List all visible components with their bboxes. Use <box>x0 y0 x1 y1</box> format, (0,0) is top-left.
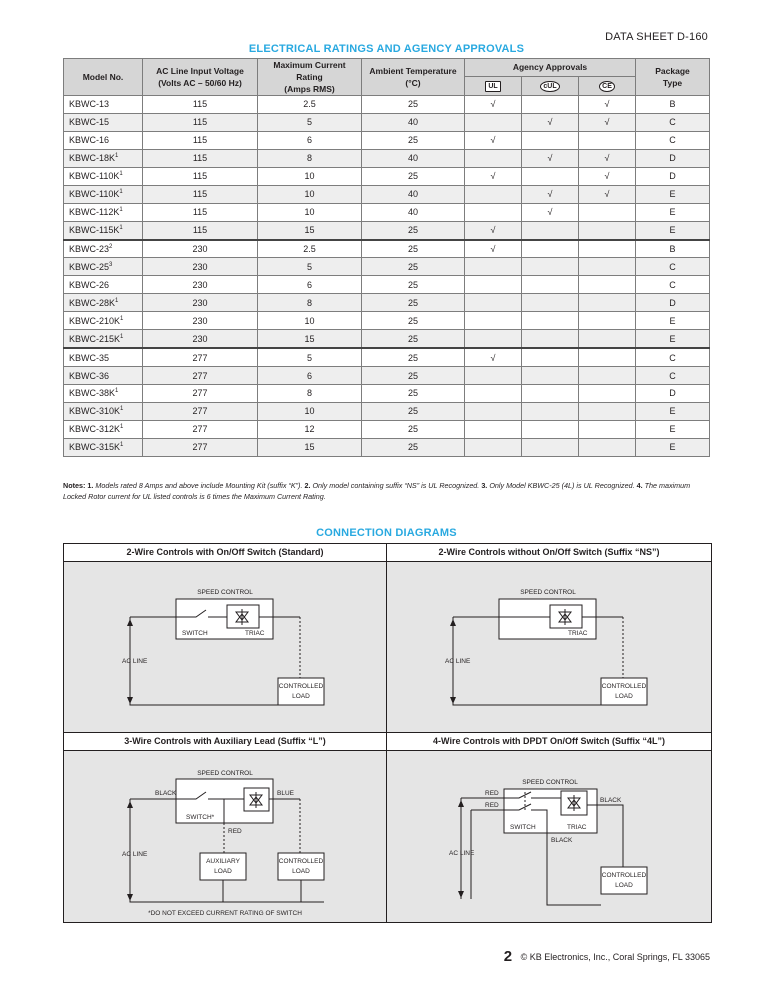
cell-current: 6 <box>258 131 362 149</box>
table-row <box>64 149 710 167</box>
cell-a3 <box>579 203 636 221</box>
table-row <box>64 185 710 203</box>
cell-model: KBWC-$312K^1$ <box>64 420 143 438</box>
cell-voltage: 115 <box>143 149 258 167</box>
cell-current: 5 <box>258 348 362 366</box>
cell-a3 <box>579 385 636 403</box>
cell-a2 <box>522 367 579 385</box>
diagram-2wire-standard <box>64 544 387 733</box>
cell-model: KBWC-$215K^1$ <box>64 330 143 348</box>
cell-a3 <box>579 131 636 149</box>
cell-model: KBWC-$110K^1$ <box>64 185 143 203</box>
cell-temp: 40 <box>362 185 465 203</box>
cell-current: 15 <box>258 221 362 239</box>
svg-text:BLACK: BLACK <box>155 790 177 797</box>
cell-current: 15 <box>258 330 362 348</box>
cell-current: 15 <box>258 438 362 456</box>
table-row <box>64 402 710 420</box>
cell-temp: 25 <box>362 385 465 403</box>
cell-pkg: E <box>636 203 710 221</box>
cell-a3: √ <box>579 167 636 185</box>
cell-temp: 25 <box>362 96 465 114</box>
cell-temp: 40 <box>362 113 465 131</box>
cell-model: KBWC-$315K^1$ <box>64 438 143 456</box>
cell-pkg: C <box>636 367 710 385</box>
cell-model: KBWC-$18K^1$ <box>64 149 143 167</box>
svg-text:LOAD: LOAD <box>292 868 310 875</box>
cell-temp: 25 <box>362 221 465 239</box>
cell-pkg: E <box>636 312 710 330</box>
cell-voltage: 230 <box>143 240 258 258</box>
svg-text:SWITCH: SWITCH <box>510 824 536 831</box>
table-row <box>64 294 710 312</box>
cell-voltage: 230 <box>143 330 258 348</box>
cell-a1: √ <box>465 131 522 149</box>
cell-a3: √ <box>579 113 636 131</box>
svg-text:AC LINE: AC LINE <box>122 851 148 858</box>
cell-a2 <box>522 385 579 403</box>
cell-a2 <box>522 294 579 312</box>
wiring-diagram-2wire-ns <box>387 562 711 732</box>
wiring-diagram-2wire <box>64 562 386 732</box>
cell-temp: 25 <box>362 348 465 366</box>
table-row <box>64 113 710 131</box>
table-row <box>64 240 710 258</box>
cell-pkg: E <box>636 330 710 348</box>
cell-a1 <box>465 258 522 276</box>
cell-model: KBWC-$110K^1$ <box>64 167 143 185</box>
cell-temp: 25 <box>362 167 465 185</box>
table-row <box>64 312 710 330</box>
cell-model: KBWC-$23^2$ <box>64 240 143 258</box>
diagram-4wire-dpdt <box>387 733 711 922</box>
cell-pkg: C <box>636 276 710 294</box>
svg-text:LOAD: LOAD <box>214 868 232 875</box>
cell-a1 <box>465 402 522 420</box>
cell-a1 <box>465 367 522 385</box>
cell-a1 <box>465 113 522 131</box>
cell-a1 <box>465 312 522 330</box>
table-row <box>64 131 710 149</box>
cell-current: 5 <box>258 113 362 131</box>
cell-a2: √ <box>522 203 579 221</box>
svg-text:TRIAC: TRIAC <box>245 630 265 637</box>
cell-voltage: 277 <box>143 420 258 438</box>
cell-current: 8 <box>258 385 362 403</box>
svg-text:CONTROLLED: CONTROLLED <box>601 683 647 690</box>
cell-model: KBWC-13 <box>64 96 143 114</box>
ul-logo-icon: UL <box>465 76 522 95</box>
cell-a1: √ <box>465 96 522 114</box>
wiring-diagram-4wire <box>387 751 711 922</box>
table-row <box>64 348 710 366</box>
cell-temp: 25 <box>362 438 465 456</box>
cell-current: 2.5 <box>258 96 362 114</box>
cell-voltage: 115 <box>143 185 258 203</box>
svg-text:SPEED CONTROL: SPEED CONTROL <box>522 779 578 786</box>
cell-current: 8 <box>258 294 362 312</box>
cell-model: KBWC-26 <box>64 276 143 294</box>
svg-text:TRIAC: TRIAC <box>568 630 588 637</box>
cell-voltage: 230 <box>143 276 258 294</box>
cell-model: KBWC-$210K^1$ <box>64 312 143 330</box>
cell-temp: 25 <box>362 131 465 149</box>
cell-model: KBWC-$112K^1$ <box>64 203 143 221</box>
cell-pkg: D <box>636 149 710 167</box>
cell-model: KBWC-$115K^1$ <box>64 221 143 239</box>
cell-pkg: C <box>636 113 710 131</box>
cell-voltage: 277 <box>143 385 258 403</box>
cell-a1 <box>465 438 522 456</box>
cell-voltage: 277 <box>143 367 258 385</box>
cell-a3: √ <box>579 185 636 203</box>
svg-text:AC LINE: AC LINE <box>449 850 475 857</box>
cell-a2 <box>522 221 579 239</box>
cell-current: 10 <box>258 185 362 203</box>
cell-a2 <box>522 240 579 258</box>
cell-voltage: 115 <box>143 221 258 239</box>
cell-voltage: 277 <box>143 438 258 456</box>
page-number: 2 <box>503 948 513 965</box>
svg-text:SPEED CONTROL: SPEED CONTROL <box>197 589 253 596</box>
svg-text:AC LINE: AC LINE <box>122 658 148 665</box>
col-model: Model No. <box>64 59 143 96</box>
svg-text:SPEED CONTROL: SPEED CONTROL <box>197 770 253 777</box>
cell-voltage: 230 <box>143 258 258 276</box>
cell-a2 <box>522 312 579 330</box>
cell-a3 <box>579 221 636 239</box>
cell-a3: √ <box>579 149 636 167</box>
col-agency: Agency Approvals <box>465 59 636 77</box>
cell-a2: √ <box>522 113 579 131</box>
cell-model: KBWC-$310K^1$ <box>64 402 143 420</box>
cell-a1: √ <box>465 348 522 366</box>
cell-a1 <box>465 185 522 203</box>
table-row <box>64 367 710 385</box>
table-row <box>64 420 710 438</box>
svg-text:CONTROLLED: CONTROLLED <box>278 858 324 865</box>
cell-pkg: D <box>636 294 710 312</box>
diagram-3wire-aux <box>64 733 387 922</box>
connection-title: CONNECTION DIAGRAMS <box>316 527 457 539</box>
svg-text:RED: RED <box>228 828 242 835</box>
cell-temp: 25 <box>362 294 465 312</box>
cell-current: 2.5 <box>258 240 362 258</box>
col-current: Maximum Current Rating (Amps RMS) <box>258 59 362 96</box>
cell-a2 <box>522 348 579 366</box>
cell-voltage: 230 <box>143 294 258 312</box>
svg-text:SWITCH: SWITCH <box>182 630 208 637</box>
cell-a2 <box>522 276 579 294</box>
cell-temp: 25 <box>362 402 465 420</box>
cell-current: 6 <box>258 367 362 385</box>
svg-text:TRIAC: TRIAC <box>567 824 587 831</box>
cell-a2 <box>522 420 579 438</box>
cell-a3 <box>579 312 636 330</box>
cell-a2: √ <box>522 149 579 167</box>
col-package: Package Type <box>636 59 710 96</box>
cell-temp: 25 <box>362 367 465 385</box>
table-row <box>64 385 710 403</box>
svg-text:LOAD: LOAD <box>292 693 310 700</box>
cell-a1: √ <box>465 167 522 185</box>
cell-current: 5 <box>258 258 362 276</box>
table-row <box>64 276 710 294</box>
panel-title: 4-Wire Controls with DPDT On/Off Switch (Suffix “4L”) <box>387 733 711 751</box>
svg-text:AC LINE: AC LINE <box>445 658 471 665</box>
svg-text:SPEED CONTROL: SPEED CONTROL <box>520 589 576 596</box>
cell-voltage: 115 <box>143 96 258 114</box>
cell-temp: 40 <box>362 203 465 221</box>
cell-temp: 25 <box>362 276 465 294</box>
cell-a3 <box>579 276 636 294</box>
cell-pkg: C <box>636 131 710 149</box>
cell-a3 <box>579 294 636 312</box>
svg-text:*DO NOT EXCEED CURRENT RATING: *DO NOT EXCEED CURRENT RATING OF SWITCH <box>148 910 302 917</box>
cell-a1 <box>465 294 522 312</box>
cell-a1: √ <box>465 221 522 239</box>
cell-temp: 25 <box>362 240 465 258</box>
cell-current: 10 <box>258 402 362 420</box>
connection-diagrams <box>63 543 712 923</box>
table-row <box>64 258 710 276</box>
cell-a2 <box>522 330 579 348</box>
cell-a1 <box>465 149 522 167</box>
cell-pkg: E <box>636 221 710 239</box>
cul-logo-icon: cUL <box>522 76 579 95</box>
cell-a1: √ <box>465 240 522 258</box>
cell-current: 6 <box>258 276 362 294</box>
cell-a1 <box>465 420 522 438</box>
cell-a3 <box>579 330 636 348</box>
cell-model: KBWC-16 <box>64 131 143 149</box>
panel-title: 2-Wire Controls with On/Off Switch (Standard) <box>64 544 386 562</box>
cell-voltage: 115 <box>143 113 258 131</box>
svg-text:BLACK: BLACK <box>600 797 622 804</box>
cell-current: 10 <box>258 312 362 330</box>
ce-logo-icon: CE <box>579 76 636 95</box>
cell-pkg: C <box>636 348 710 366</box>
cell-a1 <box>465 330 522 348</box>
cell-voltage: 277 <box>143 348 258 366</box>
cell-current: 12 <box>258 420 362 438</box>
datasheet-number: DATA SHEET D-160 <box>605 31 708 43</box>
cell-a3 <box>579 367 636 385</box>
cell-a3 <box>579 402 636 420</box>
cell-current: 10 <box>258 203 362 221</box>
ratings-body <box>64 96 710 457</box>
table-row <box>64 330 710 348</box>
cell-a3 <box>579 240 636 258</box>
cell-model: KBWC-$28K^1$ <box>64 294 143 312</box>
diagram-2wire-ns <box>387 544 711 733</box>
cell-pkg: C <box>636 258 710 276</box>
ratings-title: ELECTRICAL RATINGS AND AGENCY APPROVALS <box>248 43 525 55</box>
cell-a2 <box>522 258 579 276</box>
page-footer <box>504 948 710 965</box>
cell-voltage: 115 <box>143 167 258 185</box>
cell-a2 <box>522 402 579 420</box>
table-row <box>64 96 710 114</box>
svg-text:BLUE: BLUE <box>277 790 294 797</box>
table-notes: Notes: 1. Models rated 8 Amps and above include Mounting Kit (suffix “K”). 2. Only model containing suffix “NS” is UL Recognized. 3. Only Model KBWC-25 (4L) is UL Recognized. 4. The maximum Locked Rotor current for UL listed controls is 6 times the Maximum Current Rating. <box>63 481 691 501</box>
cell-a3 <box>579 420 636 438</box>
cell-pkg: B <box>636 240 710 258</box>
ratings-table <box>63 58 710 457</box>
cell-temp: 25 <box>362 330 465 348</box>
svg-text:RED: RED <box>485 790 499 797</box>
cell-a2: √ <box>522 185 579 203</box>
svg-text:SWITCH*: SWITCH* <box>186 814 215 821</box>
cell-a3 <box>579 348 636 366</box>
cell-model: KBWC-35 <box>64 348 143 366</box>
svg-text:CONTROLLED: CONTROLLED <box>278 683 324 690</box>
cell-pkg: E <box>636 420 710 438</box>
col-voltage: AC Line Input Voltage (Volts AC – 50/60 Hz) <box>143 59 258 96</box>
cell-a3: √ <box>579 96 636 114</box>
cell-current: 10 <box>258 167 362 185</box>
cell-model: KBWC-$25^3$ <box>64 258 143 276</box>
cell-voltage: 115 <box>143 203 258 221</box>
svg-text:BLACK: BLACK <box>551 837 573 844</box>
panel-title: 3-Wire Controls with Auxiliary Lead (Suffix “L”) <box>64 733 386 751</box>
cell-pkg: D <box>636 167 710 185</box>
wiring-diagram-3wire <box>64 751 386 922</box>
cell-pkg: E <box>636 402 710 420</box>
cell-a1 <box>465 385 522 403</box>
cell-temp: 40 <box>362 149 465 167</box>
cell-a2 <box>522 131 579 149</box>
cell-a3 <box>579 438 636 456</box>
table-row <box>64 167 710 185</box>
cell-temp: 25 <box>362 312 465 330</box>
cell-current: 8 <box>258 149 362 167</box>
cell-a2 <box>522 96 579 114</box>
cell-a2 <box>522 167 579 185</box>
table-row <box>64 203 710 221</box>
copyright: © KB Electronics, Inc., Coral Springs, FL 33065 <box>520 952 710 962</box>
cell-temp: 25 <box>362 258 465 276</box>
cell-voltage: 115 <box>143 131 258 149</box>
cell-a1 <box>465 203 522 221</box>
cell-model: KBWC-36 <box>64 367 143 385</box>
cell-model: KBWC-15 <box>64 113 143 131</box>
svg-text:LOAD: LOAD <box>615 693 633 700</box>
cell-voltage: 277 <box>143 402 258 420</box>
table-row <box>64 221 710 239</box>
cell-a3 <box>579 258 636 276</box>
col-temp: Ambient Temperature (°C) <box>362 59 465 96</box>
svg-text:LOAD: LOAD <box>615 882 633 889</box>
svg-text:AUXILIARY: AUXILIARY <box>206 858 240 865</box>
svg-text:RED: RED <box>485 802 499 809</box>
cell-pkg: B <box>636 96 710 114</box>
cell-pkg: E <box>636 438 710 456</box>
cell-voltage: 230 <box>143 312 258 330</box>
cell-a2 <box>522 438 579 456</box>
table-row <box>64 438 710 456</box>
svg-text:CONTROLLED: CONTROLLED <box>601 872 647 879</box>
panel-title: 2-Wire Controls without On/Off Switch (Suffix “NS”) <box>387 544 711 562</box>
cell-pkg: E <box>636 185 710 203</box>
cell-pkg: D <box>636 385 710 403</box>
cell-a1 <box>465 276 522 294</box>
cell-temp: 25 <box>362 420 465 438</box>
cell-model: KBWC-$38K^1$ <box>64 385 143 403</box>
